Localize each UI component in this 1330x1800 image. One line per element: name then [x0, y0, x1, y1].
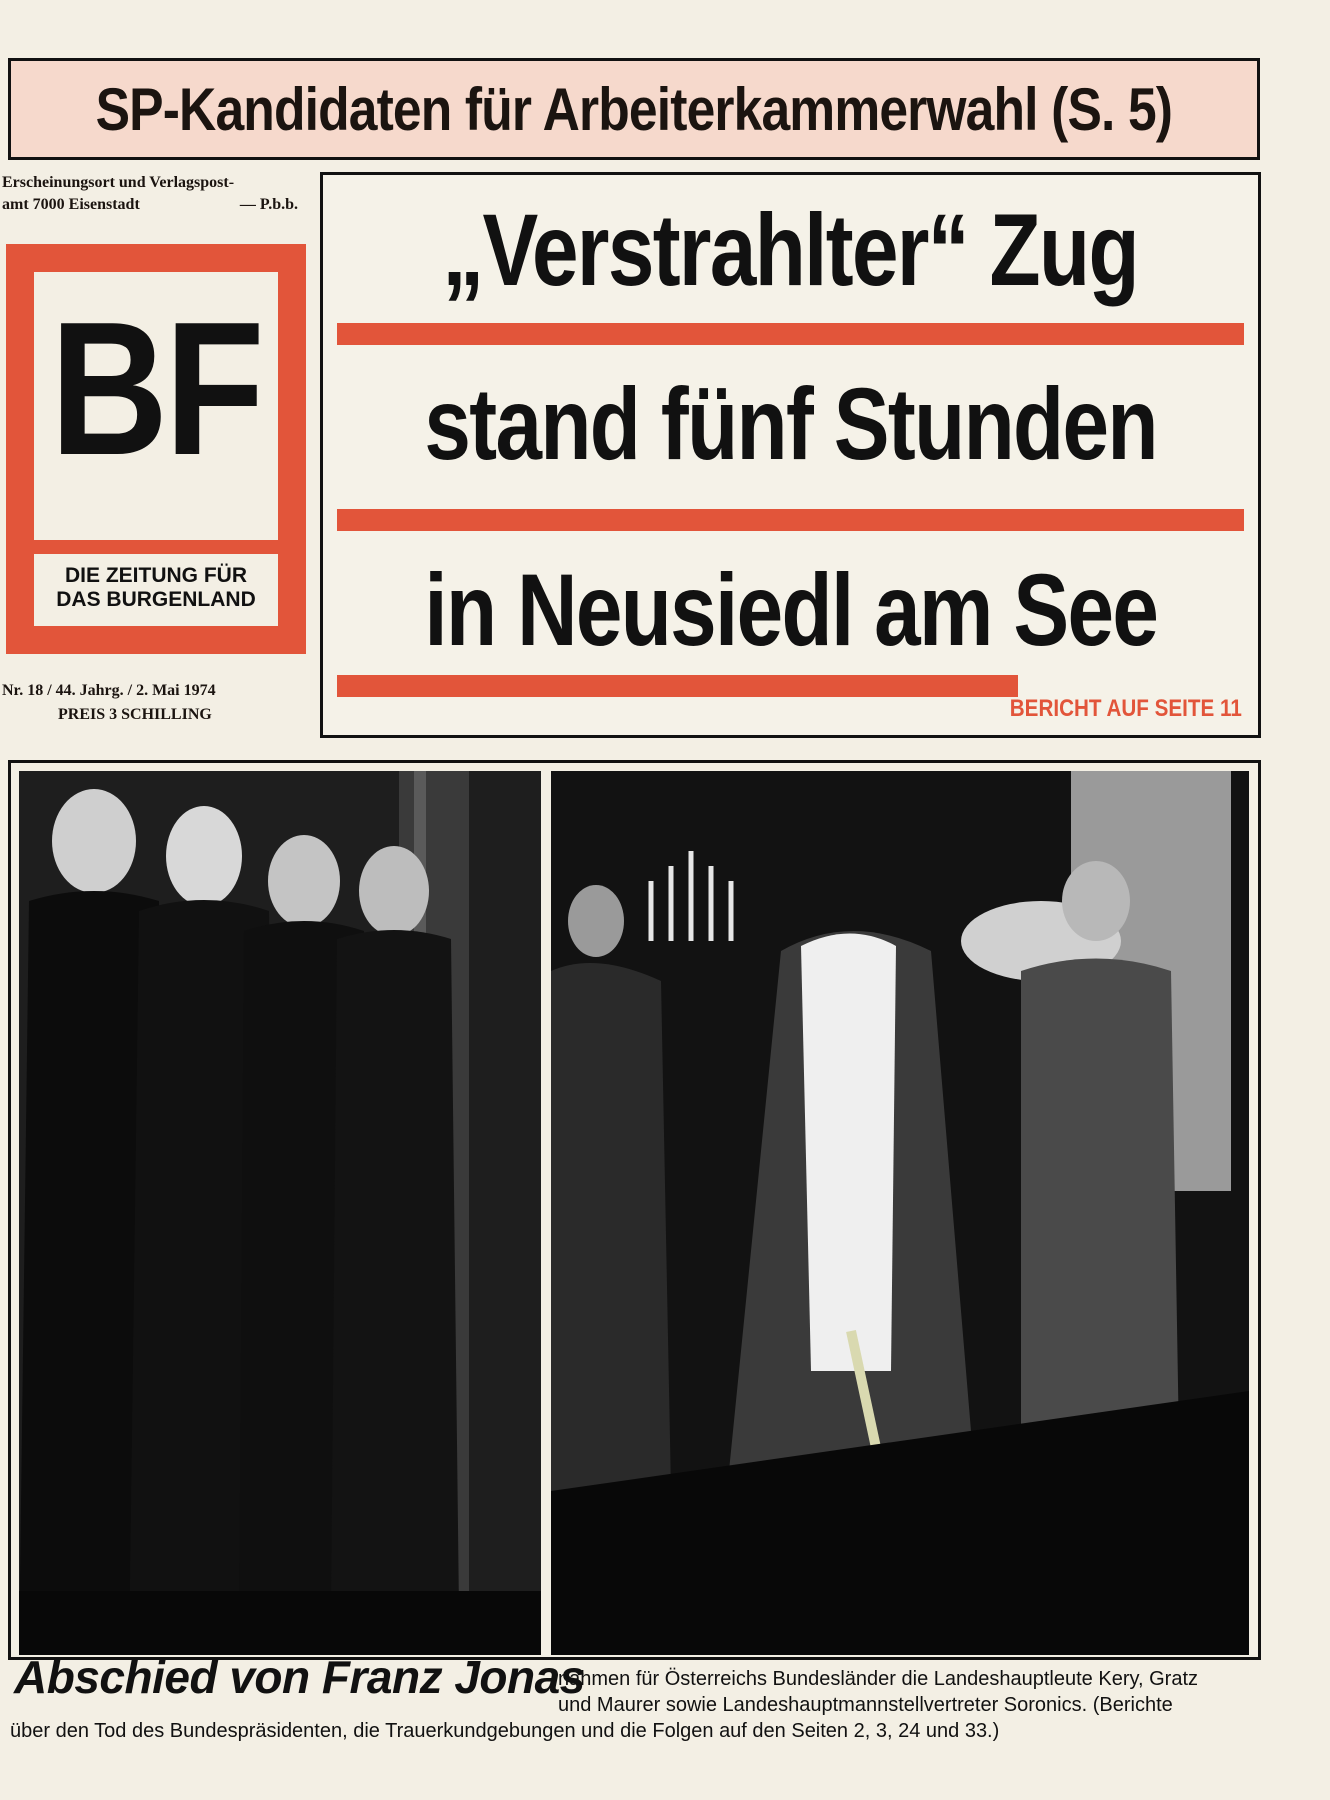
logo-divider [34, 540, 278, 554]
report-reference: BERICHT AUF SEITE 11 [1009, 695, 1242, 722]
masthead-logo [6, 244, 306, 654]
headline-line1: „Verstrahlter“ Zug [442, 193, 1139, 307]
logo-letters: BF [50, 283, 262, 495]
issue-number: Nr. 18 / 44. Jahrg. / 2. Mai 1974 [2, 682, 216, 699]
photo-mourners [19, 771, 541, 1655]
logo-inner [34, 272, 278, 626]
issue-info [2, 682, 298, 724]
publication-info [2, 172, 298, 216]
masthead-tagline [34, 554, 278, 626]
photo-coffin [551, 771, 1249, 1655]
tagline-line1: DIE ZEITUNG FÜR [65, 564, 247, 587]
caption-title: Abschied von Franz Jonas [14, 1651, 585, 1703]
photo-coffin-image [551, 771, 1249, 1655]
caption-line1: nahmen für Österreichs Bundesländer die Landeshauptleute Kery, Gratz [558, 1668, 1198, 1690]
issue-price: PREIS 3 SCHILLING [58, 706, 212, 723]
caption-body [10, 1666, 1250, 1744]
headline-divider [337, 675, 1018, 697]
caption-line2: und Maurer sowie Landeshauptmannstellvertreter Soronics. (Berichte [558, 1694, 1173, 1716]
headline-line2: stand fünf Stunden [424, 367, 1157, 481]
headline-divider [337, 509, 1244, 531]
postal-code: — P.b.b. [239, 196, 298, 213]
photo-mourners-image [19, 771, 541, 1655]
publication-info-line2 [2, 194, 298, 216]
publication-info-line1: Erscheinungsort und Verlagspost- [2, 174, 235, 191]
headline-divider [337, 323, 1244, 345]
headline-line3: in Neusiedl am See [424, 553, 1157, 667]
caption-line3: über den Tod des Bundespräsidenten, die Trauerkundgebungen und die Folgen auf den Seiten 2, 3, 24 und 33.) [10, 1720, 1000, 1742]
tagline-line2: DAS BURGENLAND [56, 588, 256, 611]
photo-frame [8, 760, 1261, 1660]
top-banner [8, 58, 1260, 160]
publication-place: amt 7000 Eisenstadt [2, 196, 140, 213]
headline-box [320, 172, 1261, 738]
top-banner-text: SP-Kandidaten für Arbeiterkammerwahl (S. 5) [95, 75, 1173, 143]
